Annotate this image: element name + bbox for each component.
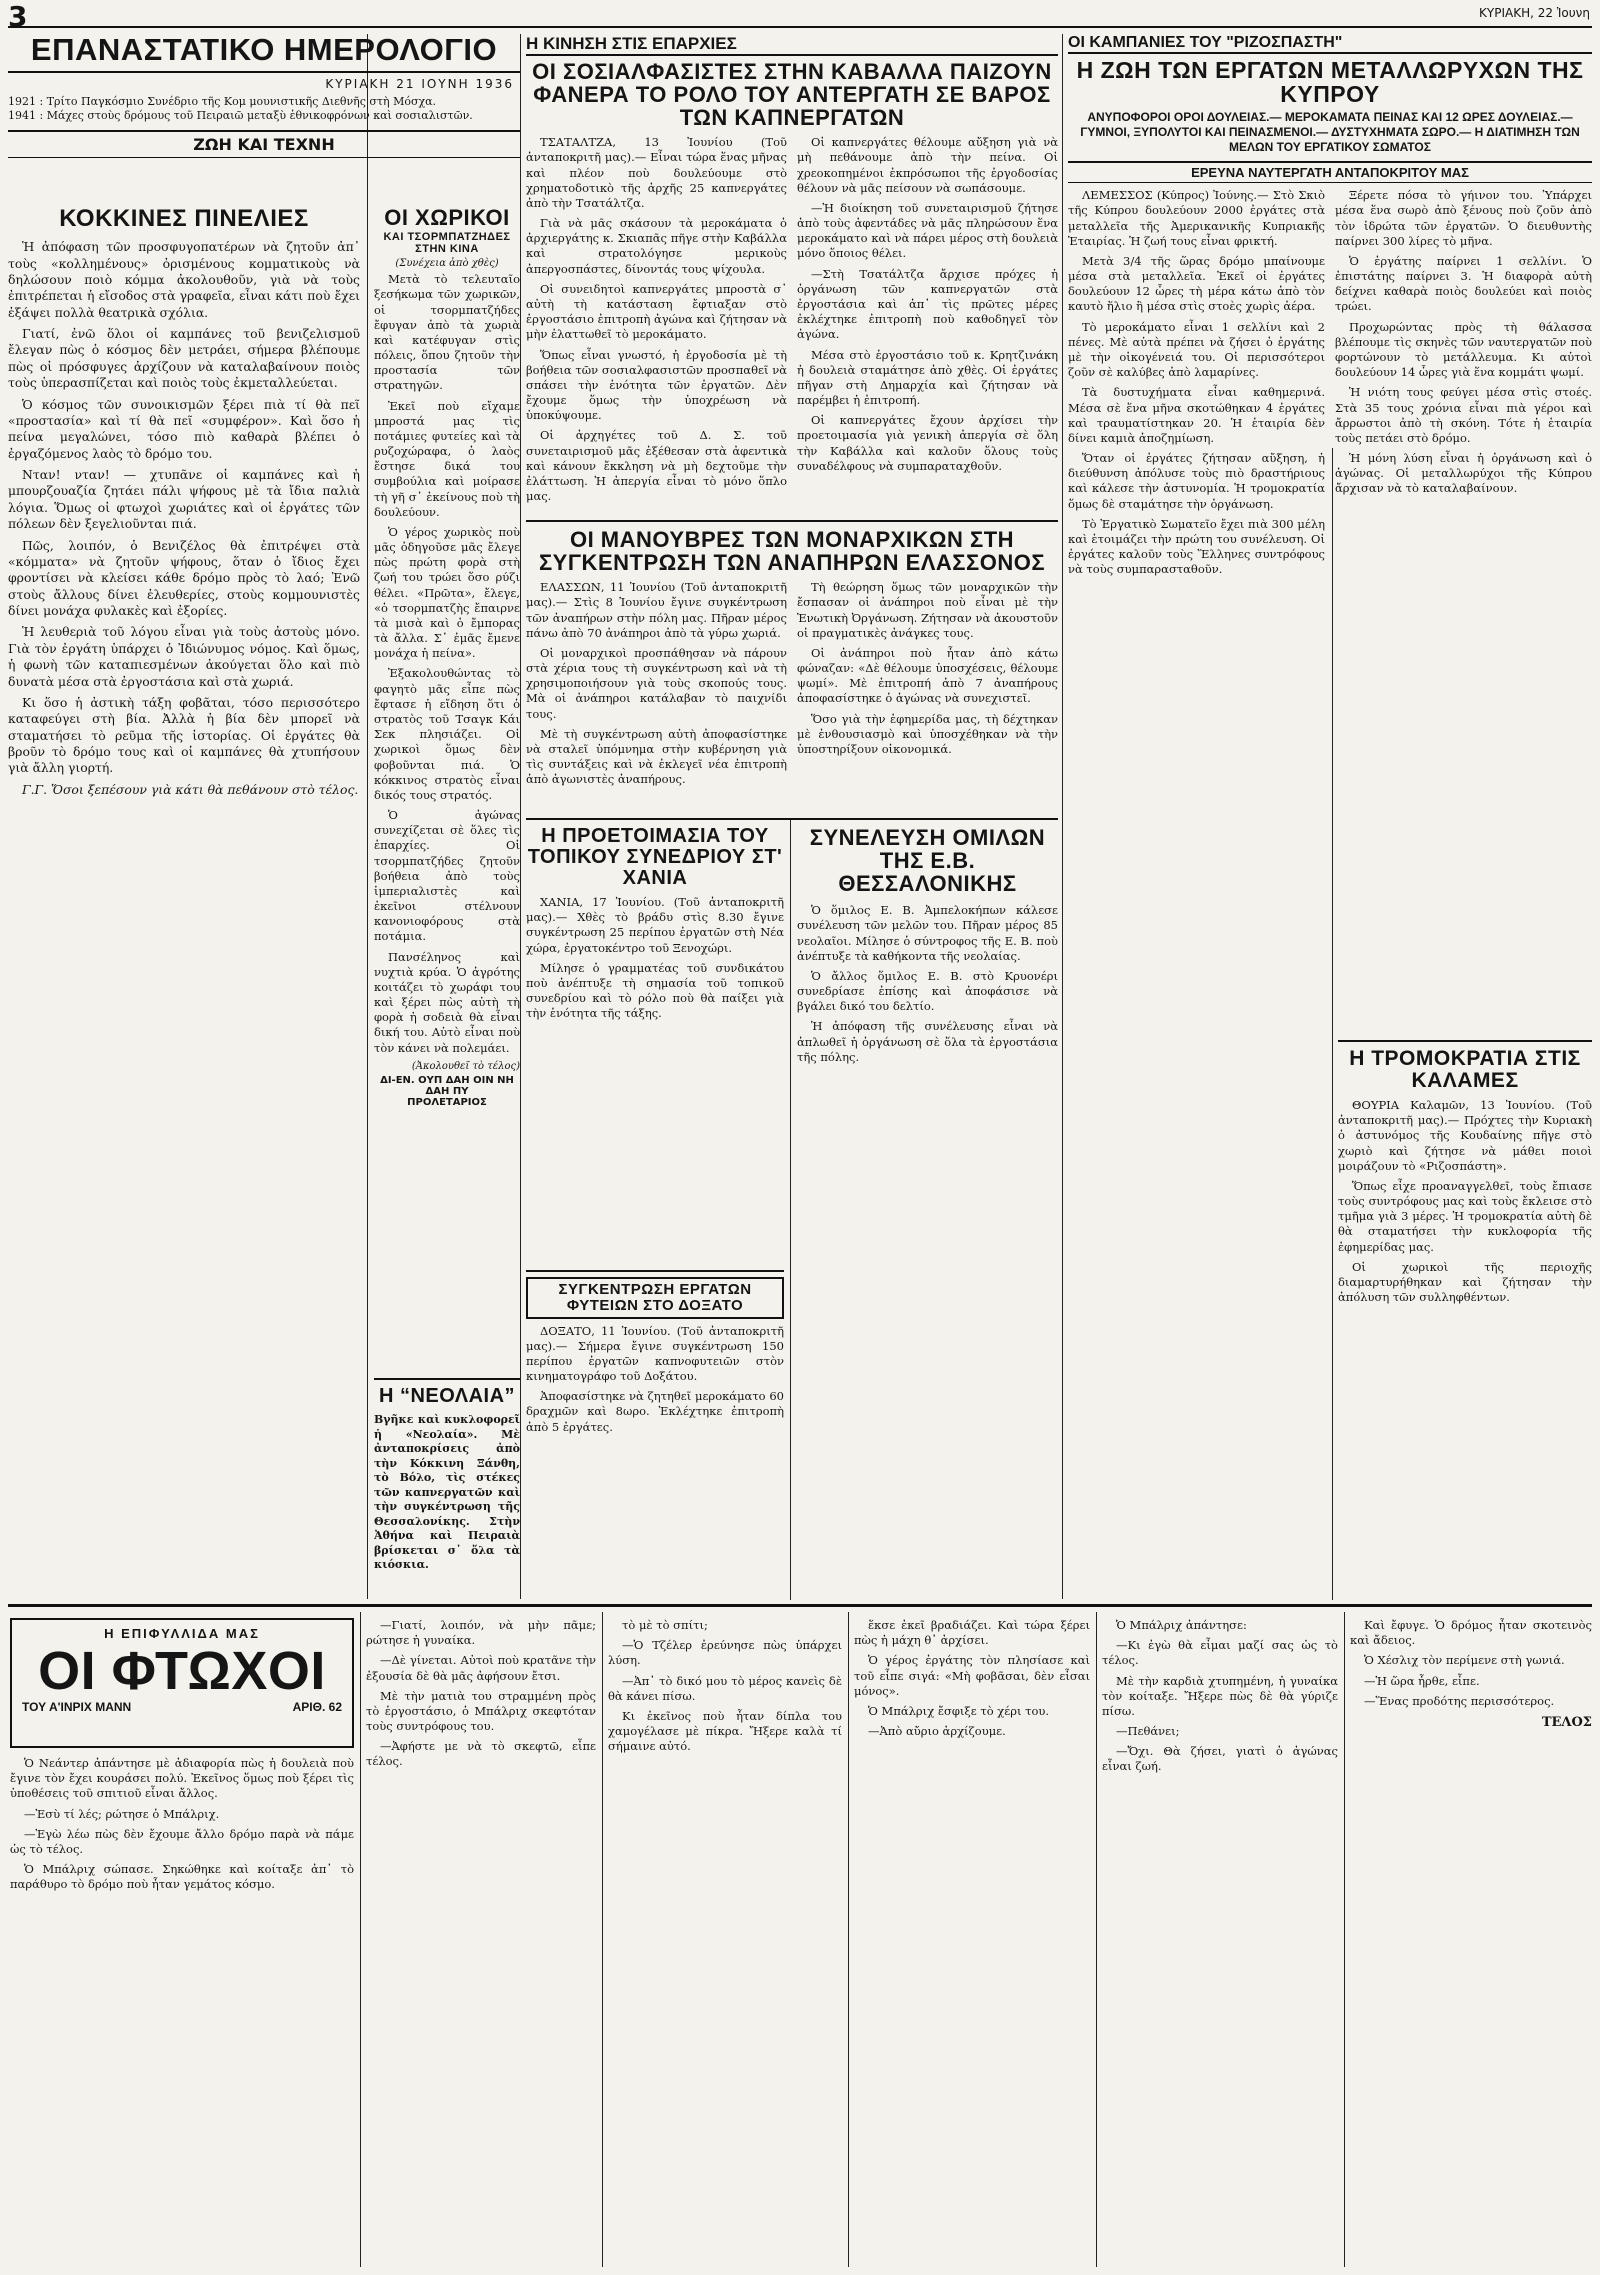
paragraph: Κι ὅσο ἡ ἀστικὴ τάξη φοβᾶται, τόσο περισσότερο καταφεύγει στὴ βία. Ἀλλὰ ἡ βία δὲν μπορεῖ νὰ σταματήσει τὸ ρεῦμα τῆς ἱστορίας. Οἱ ἐργάτες θὰ βροῦν τὸ δρόμο τους καὶ οἱ καμπάνες θὰ χτυπήσουν γιὰ ἄλλη γιορτή. bbox=[8, 694, 360, 776]
byline: ΕΡΕΥΝΑ ΝΑΥΤΕΡΓΑΤΗ ΑΝΤΑΠΟΚΡΙΤΟΥ ΜΑΣ bbox=[1068, 161, 1592, 183]
column-rule bbox=[1096, 1612, 1097, 2267]
paragraph: Μετὰ 3/4 τῆς ὥρας δρόμο μπαίνουμε μέσα στὰ μεταλλεῖα. Ἐκεῖ οἱ ἐργάτες δουλεύουν 12 ὧρες τὴ μέρα κάτω ἀπὸ τὸν καυτὸ ἥλιο ἢ μέσα στὶς στοὲς χωρὶς ἀέρα. bbox=[1068, 253, 1325, 314]
paragraph: —Πεθάνει; bbox=[1116, 1724, 1180, 1739]
paragraph: —Ἕνας προδότης περισσότερος. bbox=[1364, 1693, 1555, 1708]
column-rule bbox=[367, 34, 368, 1599]
cyprus-miners-article bbox=[1068, 34, 1592, 1034]
paragraph: Ξέρετε πόσα τὸ γήινον του. Ὑπάρχει μέσα ἕνα σωρὸ ἀπὸ ξένους ποὺ ζοῦν ἀπὸ τὸν ἱδρώτα τῶν ἐργατῶν. Ὁ διευθυντὴς παίρνει 300 λίρες τὸ μῆνα. bbox=[1335, 188, 1592, 248]
serial-kicker: Η ΕΠΙΦΥΛΛΙΔΑ ΜΑΣ bbox=[104, 1626, 260, 1641]
paragraph: Γιατί, ἐνῶ ὅλοι οἱ καμπάνες τοῦ βενιζελισμοῦ ἔλεγαν πὼς ὁ κόσμος δὲν μετράει, σήμερα βλέπουμε πὼς οἱ πρόσφυγες ἀρχίζουν νὰ καταλαβαίνουν ποιὸς τοὺς ὑπερασπίζεται καὶ ποιὸς τοὺς ἐκμεταλλεύεται. bbox=[8, 326, 360, 391]
signature: Γ.Γ. Ὅσοι ξεπέσουν γιὰ κάτι θὰ πεθάνουν στὸ τέλος. bbox=[22, 781, 359, 797]
paragraph: Οἱ καπνεργάτες ἔχουν ἀρχίσει τὴν προετοιμασία γιὰ γενικὴ ἀπεργία σὲ ὅλη τὴν Καβάλλα καὶ καλοῦν ὅλους τοὺς συναδέλφους νὰ συμπαραταχθοῦν. bbox=[797, 413, 1058, 473]
article-title: ΟΙ ΧΩΡΙΚΟΙ bbox=[384, 206, 510, 230]
article-title: ΚΟΚΚΙΝΕΣ ΠΙΝΕΛΙΕΣ bbox=[59, 206, 309, 232]
paragraph: Οἱ ἀρχηγέτες τοῦ Δ. Σ. τοῦ συνεταιρισμοῦ μᾶς ἐξέθεσαν στὰ ἀφεντικὰ καὶ κάνουν ἔκκληση νὰ μὴ δεχτοῦμε τὴν ἐλάττωση. Ἡ ἀπεργία εἶναι τὸ μόνο ὅπλο μας. bbox=[526, 428, 787, 504]
rubric: ΖΩΗ ΚΑΙ ΤΕΧΝΗ bbox=[8, 130, 520, 158]
paragraph: Ὁ γέρος ἐργάτης τὸν πλησίασε καὶ τοῦ εἶπε σιγά: «Μὴ φοβᾶσαι, δὲν εἶσαι μόνος». bbox=[854, 1653, 1090, 1698]
headline: Η ΖΩΗ ΤΩΝ ΕΡΓΑΤΩΝ ΜΕΤΑΛΛΩΡΥΧΩΝ ΤΗΣ ΚΥΠΡΟΥ bbox=[1076, 57, 1584, 108]
notice-text: Βγῆκε καὶ κυκλοφορεῖ ἡ «Νεολαία». Μὲ ἀνταποκρίσεις ἀπὸ τὴν Κόκκινη Ξάνθη, τὸ Βόλο, τὶς στέκες τῶν καπνεργατῶν καὶ τὴν συγκέντρωση τῆς Θεσσαλονίκης. Στὴν Ἀθήνα καὶ Πειραιὰ βρίσκεται σ᾿ ὅλα τὰ κιόσκια. bbox=[374, 1413, 520, 1572]
paragraph: Οἱ χωρικοὶ τῆς περιοχῆς διαμαρτυρήθηκαν καὶ ζήτησαν τὴν ἀπόλυση τῶν συλληφθέντων. bbox=[1338, 1259, 1592, 1305]
paragraph: Νταν! νταν! — χτυπᾶνε οἱ καμπάνες καὶ ἡ μπουρζουαζία ζητάει πάλι ψήφους μὲ τὰ ἴδια παλιὰ λόγια. Ὅμως οἱ φτωχοὶ χωριάτες καὶ οἱ ἐργάτες τῶν πόλεων δὲν ξεγελιοῦνται πιά. bbox=[8, 467, 360, 532]
notice-title: Η “ΝΕΟΛΑΙΑ” bbox=[378, 1385, 516, 1407]
paragraph: —Ἐγὼ λέω πὼς δὲν ἔχουμε ἄλλο δρόμο παρὰ νὰ πάμε ὡς τὸ τέλος. bbox=[10, 1826, 354, 1856]
subhead: ΑΝΥΠΟΦΟΡΟΙ ΟΡΟΙ ΔΟΥΛΕΙΑΣ.— ΜΕΡΟΚΑΜΑΤΑ ΠΕΙΝΑΣ ΚΑΙ 12 ΩΡΕΣ ΔΟΥΛΕΙΑΣ.— ΓΥΜΝΟΙ, ΞΥΠΟΛΥΤΟΙ ΚΑΙ ΠΕΙΝΑΣΜΕΝΟΙ.— ΔΥΣΤΥΧΗΜΑΤΑ ΣΩΡΟ.— Η ΔΙΑΤΙΜΗΣΗ ΤΩΝ ΜΕΛΩΝ ΤΟΥ ΕΡΓΑΤΙΚΟΥ ΣΩΜΑΤΟΣ bbox=[1080, 110, 1580, 155]
paragraph: —Ἀπὸ αὔριο ἀρχίζουμε. bbox=[868, 1724, 1006, 1739]
paragraph: —Ἀπ᾿ τὸ δικό μου τὸ μέρος κανεὶς δὲ θὰ κάνει πίσω. bbox=[608, 1673, 842, 1703]
paragraph: ΕΛΑΣΣΩΝ, 11 Ἰουνίου (Τοῦ ἀνταποκριτῆ μας).— Στὶς 8 Ἰουνίου ἔγινε συγκέντρωση τῶν ἀναπήρων στὴν πόλη μας. Πῆραν μέρος πάνω ἀπὸ 70 ἀνάπηροι ἀπὸ τὰ γύρω χωριά. bbox=[526, 580, 787, 640]
paragraph: Ὅπως εἶχε προαναγγελθεῖ, τοὺς ἔπιασε τοὺς συντρόφους μας καὶ τοὺς ἔκλεισε στὸ τμῆμα γιὰ 3 μέρες. Ἡ τρομοκρατία αὐτὴ δὲ θὰ σταματήσει τὴν κυκλοφορία τῆς ἐφημερίδας μας. bbox=[1338, 1178, 1592, 1254]
paragraph: ΛΕΜΕΣΣΟΣ (Κύπρος) Ἰούνης.— Στὸ Σκιὸ τῆς Κύπρου δουλεύουν 2000 ἐργάτες στὰ μεταλλεῖα τῆς Ἀμερικανικῆς Κυπριακῆς Ἑταιρίας. Ἡ ζωή τους εἶναι φρικτή. bbox=[1068, 188, 1325, 248]
kalames-article bbox=[1338, 1040, 1592, 1596]
kicker: Η ΚΙΝΗΣΗ ΣΤΙΣ ΕΠΑΡΧΙΕΣ bbox=[526, 34, 1058, 56]
neolaia-notice bbox=[374, 1378, 520, 1596]
paragraph: —Ὄχι. Θὰ ζήσει, γιατὶ ὁ ἀγώνας εἶναι ζωή. bbox=[1102, 1744, 1338, 1774]
paragraph: Μὲ τὴν καρδιὰ χτυπημένη, ἡ γυναίκα τὸν κοίταξε. Ἤξερε πὼς δὲ θὰ γύριζε πίσω. bbox=[1102, 1673, 1338, 1718]
calendar-entry: 1921 : Τρίτο Παγκόσμιο Συνέδριο τῆς Κομ μουνιστικῆς Διεθνῆς στὴ Μόσχα. bbox=[8, 94, 437, 108]
paragraph: Ὅπως εἶναι γνωστό, ἡ ἐργοδοσία μὲ τὴ βοήθεια τῶν σοσιαλφασιστῶν προσπαθεῖ νὰ σπάσει τὴν ἑνότητα τῶν ἐργατῶν. Δὲν ἔχουμε ὅμως τὴν ὑποχρέωση νὰ ὑποκύψουμε. bbox=[526, 347, 787, 423]
paragraph: Ὁ ὅμιλος Ε. Β. Ἀμπελοκήπων κάλεσε συνέλευση τῶν μελῶν του. Πῆραν μέρος 85 νεολαῖοι. Μίλησε ὁ σύντροφος τῆς Ε. Β. ποὺ ἀνέπτυξε τὰ καθήκοντα τῆς νεολαίας. bbox=[797, 903, 1058, 963]
serial-author: ΤΟΥ Α'ΙΝΡΙΧ ΜΑΝΝ bbox=[22, 1699, 132, 1714]
footer-line: ΔΙ-ΕΝ. ΟΥΠ ΔΑΗ ΟΙΝ ΝΗ ΔΑΗ ΠΥ bbox=[380, 1074, 514, 1097]
section-title: ΕΠΑΝΑΣΤΑΤΙΚΟ ΗΜΕΡΟΛΟΓΙΟ bbox=[8, 34, 520, 73]
paragraph: Ἀποφασίστηκε νὰ ζητηθεῖ μεροκάματο 60 δραχμῶν καὶ 8ωρο. Ἐκλέχτηκε ἐπιτροπὴ ἀπὸ 5 ἐργάτες. bbox=[526, 1389, 784, 1434]
folio-date: ΚΥΡΙΑΚΗ, 22 Ἰουνη bbox=[1479, 6, 1590, 20]
paragraph: Μέσα στὸ ἐργοστάσιο τοῦ κ. Κρητζινάκη ἡ δουλειὰ σταμάτησε ἀπὸ χθὲς. Οἱ ἐργάτες πῆγαν στὴ Δημαρχία καὶ ζήτησαν νὰ παρέμβει ἡ ἐπιτροπή. bbox=[797, 347, 1058, 408]
paragraph: Ἡ ἀπόφαση τῆς συνέλευσης εἶναι νὰ ἀπλωθεῖ ἡ ὀργάνωση σὲ ὅλα τὰ ἐργοστάσια τῆς πόλης. bbox=[797, 1019, 1058, 1064]
headline: ΣΥΓΚΕΝΤΡΩΣΗ ΕΡΓΑΤΩΝ ΦΥΤΕΙΩΝ ΣΤΟ ΔΟΞΑΤΟ bbox=[526, 1277, 784, 1319]
top-rule bbox=[8, 26, 1592, 28]
headline: ΣΥΝΕΛΕΥΣΗ ΟΜΙΛΩΝ ΤΗΣ Ε.Β. ΘΕΣΣΑΛΟΝΙΚΗΣ bbox=[809, 826, 1046, 897]
paragraph: —Ἡ διοίκηση τοῦ συνεταιρισμοῦ ζήτησε ἀπὸ τοὺς ἀφεντάδες νὰ μᾶς πληρώσουν ἕνα μεροκάματο καὶ νὰ πάρει μέρος στὴ δουλειὰ μόνο ὅποιος θέλει. bbox=[797, 200, 1058, 261]
serial-column bbox=[366, 1618, 596, 2268]
paragraph: Οἱ συνειδητοὶ καπνεργάτες μπροστὰ σ᾿ αὐτὴ τὴ κατάσταση ἔφτιαξαν στὸ ἐργοστάσιο ἐπιτροπὴ ἀγώνα καὶ ζήτησαν νὰ μὴν ἐλαττωθεῖ τὸ μεροκάματο. bbox=[526, 281, 787, 342]
doxato-article bbox=[526, 1270, 784, 1596]
paragraph: Οἱ ἀνάπηροι ποὺ ἦταν ἀπὸ κάτω φώναζαν: «Δὲ θέλουμε ὑποσχέσεις, θέλουμε ψωμί». Μὲ ἐπιτροπή ἀπὸ 7 ἀναπήρους ἀποφασίστηκε ὁ ἀγώνας νὰ συνεχιστεῖ. bbox=[797, 645, 1058, 706]
paragraph: Καὶ ἔφυγε. Ὁ δρόμος ἦταν σκοτεινὸς καὶ ἄδειος. bbox=[1350, 1618, 1592, 1648]
paragraph: ἕκσε ἐκεῖ βραδιάζει. Καὶ τώρα ξέρει πὼς ἡ μάχη θ᾿ ἀρχίσει. bbox=[854, 1618, 1090, 1648]
paragraph: Ἡ ἀπόφαση τῶν προσφυγοπατέρων νὰ ζητοῦν ἀπ᾿ τοὺς «κολλημένους» ὀρισμένους κομματικοὺς νὰ δηλώσουν ποιὸ κόμμα ἀκολουθοῦν, γιὰ νὰ τοὺς ἐπιτρέπεται ἡ εἴσοδος στὰ γραφεῖα, εἶναι κάτι ποὺ ἔχει ἐξάψει πολλὰ θεατρικὰ σχόλια. bbox=[8, 239, 360, 320]
section-rule bbox=[526, 818, 1058, 820]
paragraph: ΔΟΞΑΤΟ, 11 Ἰουνίου. (Τοῦ ἀνταποκριτῆ μας).— Σήμερα ἔγινε συγκέντρωση 150 περίπου ἐργατῶν καπνοφυτειῶν στὸν κινηματογράφο τοῦ Δοξάτου. bbox=[526, 1323, 784, 1384]
paragraph: Ὁ Νεάντερ ἀπάντησε μὲ ἀδιαφορία πὼς ἡ δουλειὰ ποὺ ἔγινε τὸν ἔχει κουράσει πολύ. Ἐκεῖνος ὅμως ποὺ ξέρει τὶς ὑποθέσεις τοῦ σπιτιοῦ εἶναι ἄλλος. bbox=[10, 1756, 354, 1801]
column-rule bbox=[848, 1612, 849, 2267]
paragraph: —Ἐσὺ τί λές; ρώτησε ὁ Μπάλριχ. bbox=[24, 1806, 220, 1821]
paragraph: Ἡ λευθεριὰ τοῦ λόγου εἶναι γιὰ τοὺς ἀστοὺς μόνο. Γιὰ τὸν ἐργάτη ὑπάρχει ὁ Ἰδιώνυμος νόμος. Καὶ ὅμως, ἡ φωνὴ τῶν καταπιεσμένων ἀκούγεται ὅλο καὶ πιὸ δυνατὰ μέσα στὰ ἐργοστάσια καὶ στὰ χωριά. bbox=[8, 624, 360, 689]
paragraph: Ἡ νιότη τους φεύγει μέσα στὶς στοές. Στὰ 35 τους χρόνια εἶναι πιὰ γέροι καὶ ἄρρωστοι ἀπὸ τὴ σκόνη. Τότε ἡ ἑταιρία τοὺς πετάει στὸ δρόμο. bbox=[1335, 385, 1592, 445]
paragraph: —Ὁ Τζέλερ ἐρεύνησε πὼς ὑπάρχει λύση. bbox=[608, 1638, 842, 1668]
column-rule bbox=[790, 820, 791, 1600]
paragraph: Πῶς, λοιπόν, ὁ Βενιζέλος θὰ ἐπιτρέψει στὰ «κόμματα» νὰ ζητοῦν ψήφους, ὅταν ὁ ἴδιος ἔχει φροντίσει νὰ κλείσει κάθε δρόμο πρὸς τὸ λαό; Ἐνῶ στοὺς ἄλλους δίνει ἐλευθερίες, στοὺς κομμουνιστὲς δίνει μονάχα φυλακὲς καὶ ἐξορίες. bbox=[8, 537, 360, 619]
paragraph: Τὸ μεροκάματο εἶναι 1 σελλίνι καὶ 2 πένες. Μὲ αὐτὰ πρέπει νὰ ζήσει ὁ ἐργάτης μὲ τὴν οἰκογένειά του. Οἱ περισσότεροι ζοῦν σὲ καλύβες ἀπὸ λαμαρίνες. bbox=[1068, 319, 1325, 380]
paragraph: Ὁ ἄλλος ὅμιλος Ε. Β. στὸ Κρυονέρι συνεδρίασε ἐπίσης καὶ ἀποφάσισε νὰ βγάλει δικό του δελτίο. bbox=[797, 968, 1058, 1014]
column-rule bbox=[1344, 1612, 1345, 2267]
paragraph: Ὅταν οἱ ἐργάτες ζήτησαν αὔξηση, ἡ διεύθυνση ἀπόλυσε τοὺς πιὸ δραστήριους καὶ κάλεσε τὴν ἀστυνομία. Ἡ τρομοκρατία ὅμως δὲ σταμάτησε τὴν ὀργάνωση. bbox=[1068, 451, 1325, 511]
paragraph: —Δὲ γίνεται. Αὐτοὶ ποὺ κρατᾶνε τὴν ἐξουσία δὲ θὰ μᾶς ἀφήσουν ἔτσι. bbox=[366, 1653, 596, 1683]
paragraph: Ὁ γέρος χωρικὸς ποὺ μᾶς ὁδηγοῦσε μᾶς ἔλεγε πὼς πρώτη φορὰ στὴ ζωή του τρώει ὅσο ρύζι θέλει. «Πρῶτα», ἔλεγε, «ὁ τσορμπατζὴς ἔπαιρνε τὰ μισὰ καὶ ὁ ἔμπορας τὰ ἄλλα. Σ᾿ ἐμᾶς ἔμενε μονάχα ἡ πείνα». bbox=[374, 524, 520, 661]
paragraph: Ὁ ἐργάτης παίρνει 1 σελλίνι. Ὁ ἐπιστάτης παίρνει 3. Ἡ διαφορὰ αὐτὴ δείχνει καθαρὰ ποιὸς δουλεύει καὶ ποιὸς τρώει. bbox=[1335, 253, 1592, 314]
paragraph: ΘΟΥΡΙΑ Καλαμῶν, 13 Ἰουνίου. (Τοῦ ἀνταποκριτῆ μας).— Πρόχτες τὴν Κυριακὴ ὁ ἀστυνόμος τῆς Κουδαίνης πῆγε στὸ χωριὸ καὶ ζήτησε νὰ μάθει ποιοὶ μοιράζουν τὸ «Ριζοσπάστη». bbox=[1338, 1098, 1592, 1173]
provinces-section bbox=[526, 34, 1058, 514]
paragraph: ΤΣΑΤΑΛΤΖΑ, 13 Ἰουνίου (Τοῦ ἀνταποκριτῆ μας).— Εἶναι τώρα ἕνας μῆνας καὶ πλέον ποὺ δουλεύουμε στὸ χρηματοδοτικὸ τῆς ἀρχῆς 25 καπνεργάτες ἀπὸ τὴν Τσατάλτζα. bbox=[526, 135, 787, 210]
serial-column bbox=[854, 1618, 1090, 2268]
paragraph: Μίλησε ὁ γραμματέας τοῦ συνδικάτου ποὺ ἀνέπτυξε τὴ σημασία τοῦ τοπικοῦ συνεδρίου καὶ τὸ ρόλο ποὺ θὰ παίξει γιὰ τὴν ἑνότητα τῆς τάξης. bbox=[526, 960, 784, 1021]
serial-episode: ΑΡΙΘ. 62 bbox=[292, 1699, 342, 1714]
paragraph: Τὰ δυστυχήματα εἶναι καθημερινά. Μέσα σὲ ἕνα μῆνα σκοτώθηκαν 4 ἐργάτες καὶ τραυματίστηκαν 20. Ἡ ἑταιρία δὲν δίνει καμιὰ ἀποζημίωση. bbox=[1068, 385, 1325, 445]
paragraph: Μὲ τὴ συγκέντρωση αὐτὴ ἀποφασίστηκε νὰ σταλεῖ ὑπόμνημα στὴν κυβέρνηση γιὰ τὶς συντάξεις καὶ νὰ ἐκλεγεῖ νέα ἐπιτροπὴ ἀπὸ ἀγωνιστὲς ἀναπήρους. bbox=[526, 726, 787, 787]
serial-end: ΤΕΛΟΣ bbox=[1541, 1714, 1592, 1730]
paragraph: Ὁ Μπάλριχ ἀπάντησε: bbox=[1116, 1618, 1247, 1632]
paragraph: Ὁ Μπάλριχ σώπασε. Σηκώθηκε καὶ κοίταξε ἀπ᾿ τὸ παράθυρο τὸ δρόμο ποὺ ἦταν γεμάτος κόσμο. bbox=[10, 1862, 354, 1892]
headline: Η ΤΡΟΜΟΚΡΑΤΙΑ ΣΤΙΣ ΚΑΛΑΜΕΣ bbox=[1349, 1047, 1581, 1093]
serial-title: ΟΙ ΦΤΩΧΟΙ bbox=[38, 1641, 326, 1701]
paragraph: Ἐξακολουθώντας τὸ φαγητὸ μᾶς εἶπε πὼς ἔφτασε ἡ εἴδηση ὅτι ὁ στρατὸς τοῦ Τσαγκ Κάι Σεκ πλησιάζει. Οἱ χωρικοὶ ὅμως δὲν φοβοῦνται πιά. Ὁ κόκκινος στρατὸς εἶναι δικός τους στρατός. bbox=[374, 666, 520, 802]
paragraph: Οἱ μοναρχικοὶ προσπάθησαν νὰ πάρουν στὰ χέρια τους τὴ συγκέντρωση καὶ νὰ τὴ χρησιμοποιήσουν γιὰ τοὺς σκοπούς τους. Μὰ οἱ ἀνάπηροι κατάλαβαν τὸ παιχνίδι τους. bbox=[526, 645, 787, 721]
red-brushstrokes-article bbox=[8, 206, 360, 1606]
paragraph: —Κι ἐγὼ θὰ εἶμαι μαζί σας ὡς τὸ τέλος. bbox=[1102, 1638, 1338, 1668]
headline: Η ΠΡΟΕΤΟΙΜΑΣΙΑ ΤΟΥ ΤΟΠΙΚΟΥ ΣΥΝΕΔΡΙΟΥ ΣΤ' ΧΑΝΙΑ bbox=[527, 826, 783, 889]
calendar-date: ΚΥΡΙΑΚΗ 21 ΙΟΥΝΗ 1936 bbox=[325, 76, 514, 91]
paragraph: Ἡ μόνη λύση εἶναι ἡ ὀργάνωση καὶ ὁ ἀγώνας. Οἱ μεταλλωρύχοι τῆς Κύπρου ἄρχισαν νὰ τὸ καταλαβαίνουν. bbox=[1335, 451, 1592, 496]
paragraph: Ὁ ἀγώνας συνεχίζεται σὲ ὅλες τὶς ἐπαρχίες. Οἱ τσορμπατζήδες ζητοῦν βοήθεια ἀπὸ τοὺς ἰμπεριαλιστὲς καὶ ἐκεῖνοι στέλνουν κανονιοφόρους στὰ ποτάμια. bbox=[374, 808, 520, 944]
paragraph: Οἱ καπνεργάτες θέλουμε αὔξηση γιὰ νὰ μὴ πεθάνουμε ἀπὸ τὴν πείνα. Οἱ χρεοκοπημένοι ἐκπρόσωποι τῆς ἐργοδοσίας θέλουν νὰ μᾶς πείσουν νὰ σωπάσουμε. bbox=[797, 135, 1058, 195]
page-number: 3 bbox=[8, 0, 28, 33]
thessaloniki-article bbox=[797, 826, 1058, 1596]
footer-signature: ΠΡΟΛΕΤΑΡΙΟΣ bbox=[407, 1096, 487, 1108]
paragraph: Γιὰ νὰ μᾶς σκάσουν τὰ μεροκάματα ὁ ἀρχιεργάτης κ. Σκιαπᾶς πῆγε στὴν Καβάλλα καὶ στρατολόγησε μερικοὺς ἀπεργοσπάστες, δίνοντάς τους ψίχουλα. bbox=[526, 216, 787, 276]
paragraph: Τὸ Ἐργατικὸ Σωματεῖο ἔχει πιὰ 300 μέλη καὶ ἑτοιμάζει τὴν πρώτη του συνέλευση. Οἱ ἐργάτες καλοῦν τοὺς Ἕλληνες συντρόφους νὰ τοὺς συμπαρασταθοῦν. bbox=[1068, 516, 1325, 577]
paragraph: Ὁ Χέσλιχ τὸν περίμενε στὴ γωνιά. bbox=[1364, 1653, 1565, 1668]
paragraph: Κι ἐκεῖνος ποὺ ἦταν δίπλα του χαμογέλασε μὲ πίκρα. Ἤξερε καλὰ τί σήμαινε αὐτό. bbox=[608, 1708, 842, 1754]
chania-article bbox=[526, 826, 784, 1266]
column-rule bbox=[360, 1612, 361, 2267]
paragraph: Ὁ κόσμος τῶν συνοικισμῶν ξέρει πιὰ τί θὰ πεῖ «προστασία» καὶ τί θὰ πεῖ «συμφέρον». Καὶ ὅσο ἡ πείνα μεγαλώνει, τόσο πιὸ καθαρὰ βλέπει ὁ ἐργαζόμενος λαὸς τὸ δρόμο του. bbox=[8, 396, 360, 461]
serial-column bbox=[608, 1618, 842, 2268]
headline: ΟΙ ΜΑΝΟΥΒΡΕΣ ΤΩΝ ΜΟΝΑΡΧΙΚΩΝ ΣΤΗ ΣΥΓΚΕΝΤΡΩΣΗ ΤΩΝ ΑΝΑΠΗΡΩΝ ΕΛΑΣΣΟΝΟΣ bbox=[538, 527, 1046, 576]
paragraph: —Στὴ Τσατάλτζα ἄρχισε πρόχες ἡ ὀργάνωση τῶν καπνεργατῶν στὰ ἐργοστάσια καὶ ἀπ᾿ τὶς πρῶτες μέρες ἐκλέχτηκε ἐπιτροπὴ ποὺ καθοδηγεῖ τὸν ἀγώνα. bbox=[797, 266, 1058, 342]
revolutionary-calendar bbox=[8, 34, 520, 204]
paragraph: Προχωρώντας πρὸς τὴ θάλασσα βλέπουμε τὶς σκηνὲς τῶν ναυτεργατῶν ποὺ φορτώνουν τὸ μετάλλευμα. Κι αὐτοὶ δουλεύουν 14 ὧρες γιὰ ἕνα κομμάτι ψωμί. bbox=[1335, 319, 1592, 380]
serial-rule bbox=[8, 1604, 1592, 1607]
peasants-article bbox=[374, 206, 520, 1371]
serial-column bbox=[1350, 1618, 1592, 2268]
paragraph: Ὁ Μπάλριχ ἔσφιξε τὸ χέρι του. bbox=[868, 1703, 1050, 1718]
paragraph: Μετὰ τὸ τελευταῖο ξεσήκωμα τῶν χωρικῶν, οἱ τσορμπατζήδες ἔφυγαν ἀπὸ τὰ χωριὰ καὶ κατέφυγαν στὶς πόλεις, ὅπου ζητοῦν τὴν προστασία τῶν στρατηγῶν. bbox=[374, 272, 520, 393]
paragraph: Πανσέληνος καὶ νυχτιὰ κρύα. Ὁ ἀγρότης κοιτάζει τὸ χωράφι του καὶ ξέρει πὼς αὐτὴ τὴ φορὰ ἡ σοδειὰ θὰ εἶναι δική του. Αὐτὸ εἶναι ποὺ τὸν κάνει νὰ πολεμάει. bbox=[374, 949, 520, 1055]
paragraph: Ὅσο γιὰ τὴν ἐφημερίδα μας, τὴ δέχτηκαν μὲ ἐνθουσιασμὸ καὶ ὑποσχέθηκαν νὰ τὴν ὑποστηρίξουν οἰκονομικά. bbox=[797, 711, 1058, 756]
article-subtitle: ΚΑΙ ΤΣΟΡΜΠΑΤΖΗΔΕΣ ΣΤΗΝ ΚΙΝΑ bbox=[383, 231, 511, 255]
column-rule bbox=[602, 1612, 603, 2267]
column-rule bbox=[520, 34, 521, 1599]
paragraph: Ἐκεῖ ποὺ εἴχαμε μπροστά μας τὶς ποτάμιες φυτείες καὶ τὰ ρυζοχώραφα, ὁ λαὸς ἔστησε δικά του συμβούλια καὶ μοίρασε τὴ γῆ σ᾿ ἐκείνους ποὺ τὴ δουλεύουν. bbox=[374, 398, 520, 519]
kicker: ΟΙ ΚΑΜΠΑΝΙΕΣ ΤΟΥ "ΡΙΖΟΣΠΑΣΤΗ" bbox=[1068, 34, 1592, 54]
serial-column bbox=[1102, 1618, 1338, 2268]
calendar-entry: 1941 : Μάχες στοὺς δρόμους τοῦ Πειραιῶ μεταξὺ ἐθνικοφρόνων καὶ σοσιαλιστῶν. bbox=[8, 109, 473, 123]
paragraph: Μὲ τὴν ματιὰ του στραμμένη πρὸς τὸ ἐργοστάσιο, ὁ Μπάλριχ σκεφτόταν τοὺς συντρόφους του. bbox=[366, 1688, 596, 1734]
serial-column bbox=[10, 1756, 354, 2266]
serial-masthead bbox=[10, 1618, 354, 1748]
paragraph: —Ἡ ὥρα ἦρθε, εἶπε. bbox=[1364, 1673, 1480, 1688]
continued-note: (Συνέχεια ἀπὸ χθὲς) bbox=[395, 258, 499, 270]
paragraph: Τὴ θεώρηση ὅμως τῶν μοναρχικῶν τὴν ἔσπασαν οἱ ἀνάπηροι ποὺ εἶναι μὲ τὴν Ἑνωτικὴ Ὀργάνωση. Ζήτησαν νὰ ἀκουστοῦν οἱ πραγματικὲς ἀνάγκες τους. bbox=[797, 580, 1058, 640]
end-note: (Ἀκολουθεῖ τὸ τέλος) bbox=[411, 1060, 520, 1072]
monarchists-article bbox=[526, 520, 1058, 815]
paragraph: ΧΑΝΙΑ, 17 Ἰουνίου. (Τοῦ ἀνταποκριτῆ μας).— Χθὲς τὸ βράδυ στὶς 8.30 ἔγινε συγκέντρωση 25 περίπου ἐργατῶν στὴ Νέα χώρα, ἐργατοκέντρο τοῦ Ξενοχώρι. bbox=[526, 895, 784, 955]
paragraph: —Ἀφήστε με νὰ τὸ σκεφτῶ, εἶπε τέλος. bbox=[366, 1739, 596, 1769]
paragraph: —Γιατί, λοιπόν, νὰ μὴν πᾶμε; ρώτησε ἡ γυναίκα. bbox=[366, 1618, 596, 1648]
paragraph: τὸ μὲ τὸ σπίτι; bbox=[622, 1618, 708, 1632]
headline: ΟΙ ΣΟΣΙΑΛΦΑΣΙΣΤΕΣ ΣΤΗΝ ΚΑΒΑΛΛΑ ΠΑΙΖΟΥΝ ΦΑΝΕΡΑ ΤΟ ΡΟΛΟ ΤΟΥ ΑΝΤΕΡΓΑΤΗ ΣΕ ΒΑΡΟΣ ΤΩΝ ΚΑΠΝΕΡΓΑΤΩΝ bbox=[532, 59, 1052, 131]
column-rule bbox=[1062, 34, 1063, 1599]
